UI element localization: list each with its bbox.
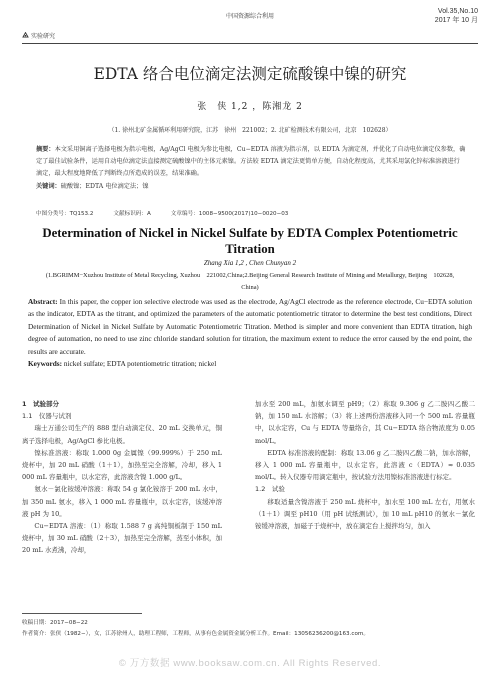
body-paragraph: Cu−EDTA 溶液：（1）称取 1.588 7 g 高纯铜板制于 150 mL 烧杯中，加 30 mL 硝酸（2＋3），加热至完全溶解，蒸至小体积，加 20 mL 水煮沸，冷却， [22, 522, 222, 555]
footnote-rule [22, 613, 142, 614]
section-label [22, 31, 55, 40]
abstract-en-paragraph [28, 296, 472, 358]
recycle-icon [22, 32, 29, 39]
section-heading: 1 试验部分 [22, 400, 60, 408]
abstract-cn-paragraph [36, 144, 466, 181]
keywords-en [28, 358, 472, 370]
keywords-en-text: nickel sulfate; EDTA potentiometric titration; nickel [62, 359, 217, 369]
watermark: © 万方数据 www.booksaw.com.cn. All Rights Reserved. [118, 658, 382, 669]
keywords-cn-text: 硫酸镍；EDTA 电位滴定法；镍 [60, 182, 149, 190]
classification-row [36, 209, 466, 217]
keywords-cn-label: 关键词： [36, 182, 61, 190]
abstract-en-text: In this paper, the copper ion selective electrode was used as the electrode, Ag/AgCl electrode as the reference electrode, Cu−EDTA solution as the indicator, EDTA as the titrant, and optimized the parameters of the automatic potentiometric titrator to determine the best test conditions, Direct Determination of Nickel in Nickel Sulfate by Automatic Potentiometric Titration. Method is simpler and more convenient than EDTA titration, high degree of automation, no need to use zinc chloride standard solution for titration, the maximum extent to reduce the error caused by the end point, the results are accurate. [28, 297, 472, 356]
keywords-en-label: Keywords: [28, 359, 63, 369]
body-paragraph: 瑞士万通公司生产的 888 型自动滴定仪、20 mL 交换单元，铜离子选择电极，Ag/AgCl 参比电极。 [22, 424, 222, 445]
journal-name: 中国资源综合利用 [225, 13, 274, 20]
header-rule [22, 43, 478, 44]
author-bio: 作者简介：张侠（1982−），女，江苏徐州人，助理工程师，工程师，从事有色金属资金属分析工作。Email：13056236200@163.com。 [22, 631, 369, 637]
subsection-heading: 1.2 试验 [255, 485, 285, 494]
section-text: 实验研究 [31, 33, 56, 40]
subsection-heading: 1.1 仪器与试剂 [22, 412, 72, 421]
authors-en: Zhang Xia 1,2 , Chen Chunyan 2 [203, 259, 297, 267]
body-column-left [22, 398, 222, 557]
body-paragraph: 加水至 200 mL，加氨水调至 pH9；（2）称取 9.306 g 乙二胺四乙酸二钠，加 150 mL 水溶解；（3）将上述两份溶液移入同一个 500 mL 容量瓶中，以水定容，Cu 与 EDTA 等量络合，其 Cu−EDTA 络合物浓度为 0.05 mol/L。 [255, 400, 475, 445]
abstract-cn-label: 摘要： [36, 146, 55, 153]
abstract-cn-text: 本文采用铜离子选择电极为指示电极，Ag/AgCl 电极为参比电极，Cu−EDTA 溶液为指示剂，以 EDTA 为滴定剂，并优化了自动电位滴定仪参数，确定了最佳试验条件，运用自动电位滴定法直接测定硫酸镍中的主体元素镍。方法较 EDTA 滴定法更简单方便，自动化程度高，尤其采用氯化锌标准溶液进行滴定，最大程度地降低了判断终点所造成的误差，结果准确。 [36, 146, 466, 178]
body-paragraph: EDTA 标准溶液的配制：称取 13.06 g 乙二胺四乙酸二钠，加水溶解，移入 1 000 mL 容量瓶中，以水定容，此溶液 c（EDTA）≈ 0.035 mol/L。转入仪器专用滴定瓶中，按试验方法用镍标准溶液进行标定。 [255, 448, 475, 482]
clc-number: 中图分类号：TQ153.2 [36, 211, 94, 217]
paper-title-cn: EDTA 络合电位滴定法测定硫酸镍中镍的研究 [93, 65, 407, 83]
document-code: 文献标识码：A [113, 211, 151, 217]
abstract-en-label: Abstract: [28, 297, 58, 306]
received-date: 收稿日期：2017−08−22 [22, 620, 88, 626]
article-number: 文章编号：1008−9500(2017)10−0020−03 [170, 211, 289, 217]
issue-info [435, 7, 478, 25]
affiliation-en: (1.BGRIMM−Xuzhou Institute of Metal Recycling, Xuzhou 221002,China;2.Beijing General Research Institute of Mining and Metallurgy, Beijing 102628, China) [45, 272, 455, 291]
paper-title-en: Determination of Nickel in Nickel Sulfate by EDTA Complex Potentiometric Titration [42, 226, 458, 256]
authors-cn: 张 侠 1,2 ，陈湘龙 2 [197, 102, 303, 112]
keywords-cn [36, 181, 466, 193]
abstract-en [28, 296, 472, 370]
body-paragraph: 氨水－氯化铵缓冲溶液：称取 54 g 氯化铵溶于 200 mL 水中，加 350 mL 氨水，移入 1 000 mL 容量瓶中，以水定容，该缓冲溶液 pH 为 10。 [22, 485, 222, 518]
affiliation-cn: （1. 徐州北矿金属循环利用研究院，江苏 徐州 221002；2. 北矿检测技术有限公司，北京 102628） [108, 127, 392, 134]
body-paragraph: 移取适量含镍溶液于 250 mL 烧杯中，加水至 100 mL 左右，用氨水（1＋1）调至 pH10（用 pH 试纸测试），加 10 mL pH10 的氨水－氯化铵缓冲溶液，加磁子于烧杯中，放在滴定台上搅拌均匀，加入 [255, 497, 475, 531]
body-paragraph: 镍标准溶液：称取 1.000 0g 金属镍（99.999%）于 250 mL 烧杯中，加 20 mL 硝酸（1＋1），加热至完全溶解，冷却，移入 1 000 mL 容量瓶中，以水定容，此溶液含镍 1.000 g/L。 [22, 448, 222, 482]
issue-date: 2017 年 10 月 [434, 17, 478, 24]
abstract-cn [36, 144, 466, 193]
body-column-right [255, 398, 475, 532]
volume-label: Vol.35,No.10 [437, 8, 478, 15]
